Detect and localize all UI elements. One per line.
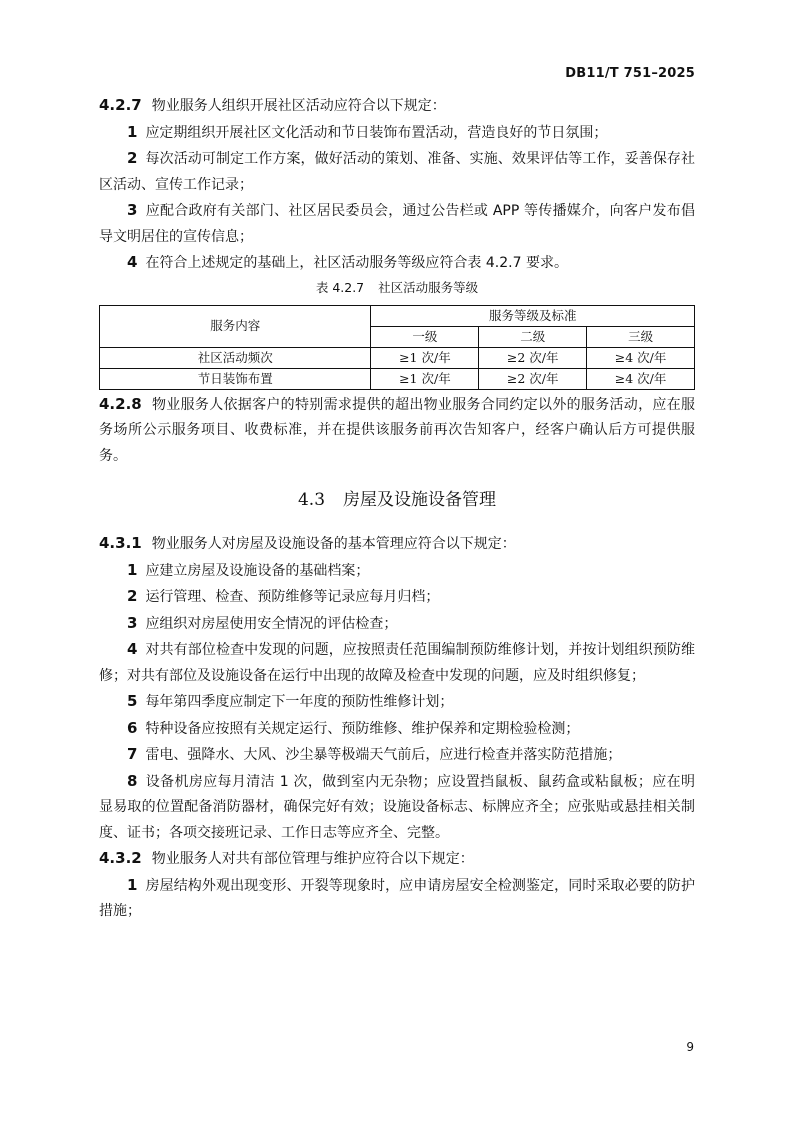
clause-4-2-7-intro <box>99 93 695 120</box>
clause-number: 4.3.2 <box>99 849 142 867</box>
header-service-content: 服务内容 <box>100 305 371 347</box>
item-number: 2 <box>127 587 138 605</box>
clause-number: 4.2.8 <box>99 394 142 413</box>
list-item <box>99 769 695 847</box>
item-text: 房屋结构外观出现变形、开裂等现象时，应申请房屋安全检测鉴定，同时采取必要的防护措施； <box>99 877 695 919</box>
table-cell: ≥4 次/年 <box>587 368 695 389</box>
list-item <box>99 146 695 198</box>
item-text: 雷电、强降水、大风、沙尘暴等极端天气前后，应进行检查并落实防范措施； <box>145 747 622 763</box>
item-number: 7 <box>127 745 138 763</box>
table-caption-title: 社区活动服务等级 <box>378 279 479 295</box>
header-level-1: 一级 <box>371 326 479 347</box>
header-level-group: 服务等级及标准 <box>371 305 695 326</box>
list-item <box>99 584 695 611</box>
item-number: 4 <box>127 253 138 271</box>
clause-number: 4.2.7 <box>99 96 142 114</box>
item-number: 1 <box>127 560 138 579</box>
section-title-text: 房屋及设施设备管理 <box>343 490 497 510</box>
item-number: 5 <box>127 692 138 710</box>
header-level-3: 三级 <box>587 326 695 347</box>
item-number: 1 <box>127 875 138 894</box>
table-cell: ≥2 次/年 <box>479 368 587 389</box>
table-cell: ≥1 次/年 <box>371 347 479 368</box>
item-text: 应建立房屋及设施设备的基础档案； <box>145 562 370 579</box>
item-text: 在符合上述规定的基础上，社区活动服务等级应符合表 4.2.7 要求。 <box>145 255 568 271</box>
table-caption-number: 表 4.2.7 <box>315 279 365 295</box>
list-item <box>99 250 695 277</box>
clause-text: 物业服务人组织开展社区活动应符合以下规定： <box>151 98 446 114</box>
item-number: 1 <box>127 122 138 141</box>
list-item <box>99 716 695 743</box>
header-level-2: 二级 <box>479 326 587 347</box>
list-item <box>99 742 695 769</box>
table-cell: ≥1 次/年 <box>371 368 479 389</box>
item-number: 6 <box>127 718 138 737</box>
section-title <box>99 487 695 513</box>
list-item <box>99 198 695 250</box>
clause-text: 物业服务人对共有部位管理与维护应符合以下规定： <box>151 851 474 867</box>
item-number: 8 <box>127 771 138 790</box>
table-cell: ≥4 次/年 <box>587 347 695 368</box>
table-cell: ≥2 次/年 <box>479 347 587 368</box>
clause-number: 4.3.1 <box>99 534 142 552</box>
item-text: 应配合政府有关部门、社区居民委员会，通过公告栏或 APP 等传播媒介，向客户发布倡导文明居住的宣传信息； <box>99 203 695 245</box>
table-header-row <box>100 305 695 326</box>
item-text: 每年第四季度应制定下一年度的预防性维修计划； <box>145 694 454 710</box>
standard-code: DB11/T 751–2025 <box>565 66 695 81</box>
item-text: 特种设备应按照有关规定运行、预防维修、维护保养和定期检验检测； <box>145 720 580 737</box>
item-text: 设备机房应每月清洁 1 次，做到室内无杂物；应设置挡鼠板、鼠药盒或粘鼠板；应在明显易取的位置配备消防器材，确保完好有效；设施设备标志、标牌应齐全；应张贴或悬挂相关制度、证书；各项交接班记录、工作日志等应齐全、完整。 <box>99 773 695 841</box>
item-number: 3 <box>127 201 138 219</box>
item-text: 每次活动可制定工作方案，做好活动的策划、准备、实施、效果评估等工作，妥善保存社区活动、宣传工作记录； <box>99 151 695 193</box>
document-body <box>99 93 695 925</box>
item-text: 运行管理、检查、预防维修等记录应每月归档； <box>145 589 440 605</box>
item-number: 4 <box>127 640 138 658</box>
item-number: 3 <box>127 613 138 632</box>
row-label: 节日装饰布置 <box>100 368 371 389</box>
table-caption <box>99 279 695 297</box>
item-text: 对共有部位检查中发现的问题，应按照责任范围编制预防维修计划，并按计划组织预防维修；对共有部位及设施设备在运行中出现的故障及检查中发现的问题，应及时组织修复； <box>99 642 695 684</box>
item-text: 应组织对房屋使用安全情况的评估检查； <box>145 615 398 632</box>
list-item <box>99 611 695 638</box>
section-number: 4.3 <box>297 490 326 510</box>
clause-4-3-1-intro <box>99 531 695 558</box>
item-text: 应定期组织开展社区文化活动和节日装饰布置活动，营造良好的节日氛围； <box>145 124 608 141</box>
clause-4-2-8 <box>99 392 695 470</box>
table-row <box>100 368 695 389</box>
service-level-table <box>99 305 695 390</box>
clause-4-3-2-intro <box>99 846 695 873</box>
clause-text: 物业服务人依据客户的特别需求提供的超出物业服务合同约定以外的服务活动，应在服务场所公示服务项目、收费标准，并在提供该服务前再次告知客户，经客户确认后方可提供服务。 <box>99 396 695 464</box>
item-number: 2 <box>127 149 138 167</box>
row-label: 社区活动频次 <box>100 347 371 368</box>
page-number: 9 <box>686 1040 694 1054</box>
list-item <box>99 689 695 716</box>
list-item <box>99 120 695 147</box>
list-item <box>99 558 695 585</box>
table-row <box>100 347 695 368</box>
list-item <box>99 637 695 689</box>
list-item <box>99 873 695 925</box>
clause-text: 物业服务人对房屋及设施设备的基本管理应符合以下规定： <box>151 536 516 552</box>
